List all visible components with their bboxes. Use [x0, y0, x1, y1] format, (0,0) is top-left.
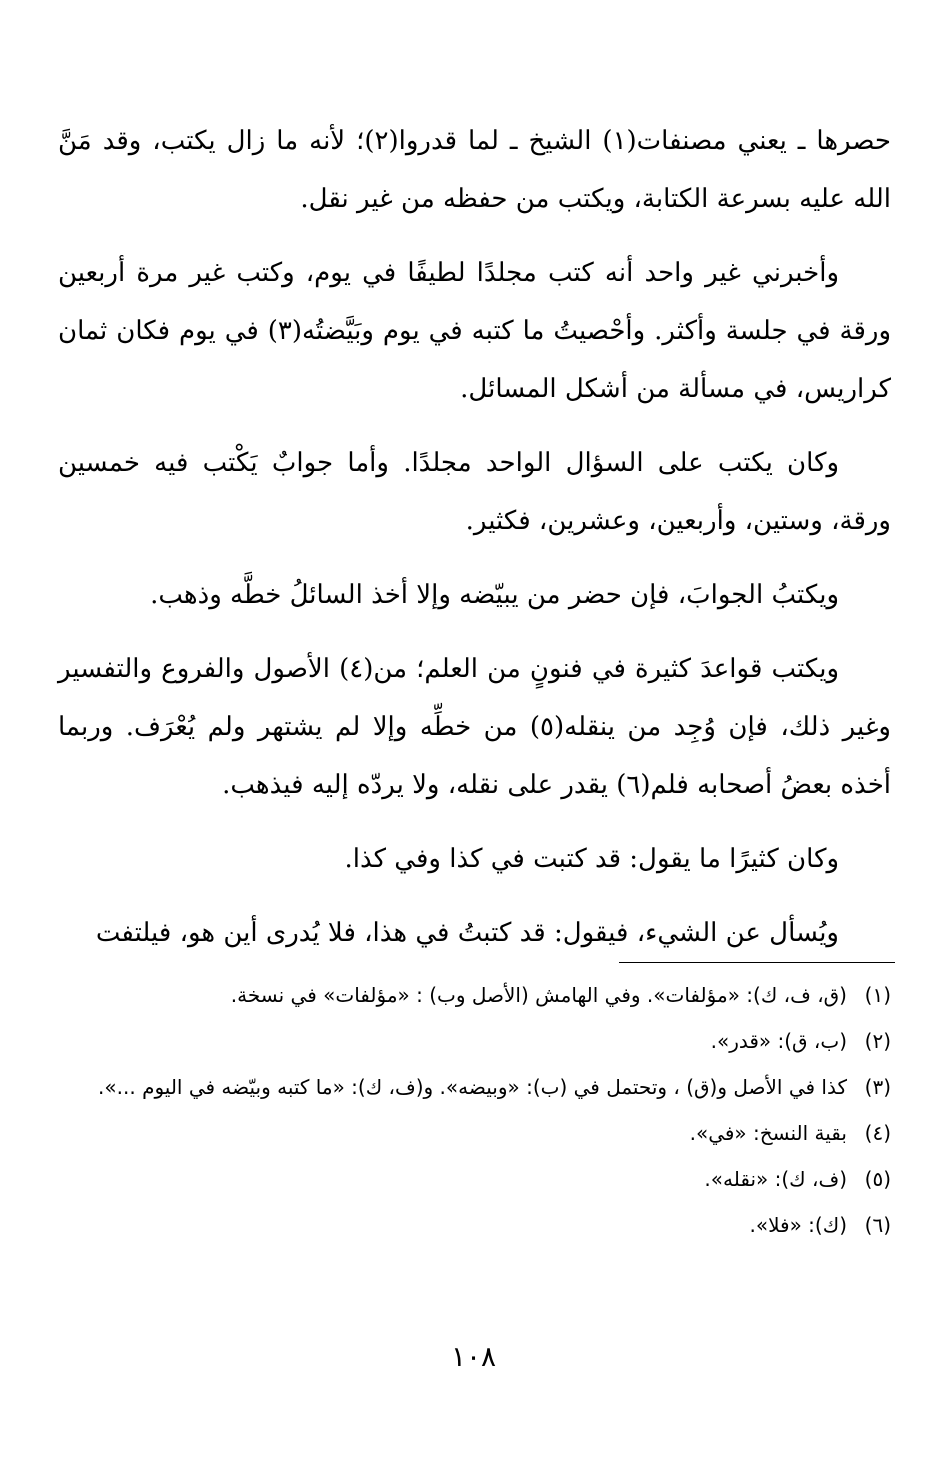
footnote-text: (ف، ك): «نقله». — [704, 1167, 847, 1191]
footnotes — [80, 972, 891, 1248]
footnote-separator — [619, 962, 895, 963]
footnote — [80, 1018, 891, 1064]
footnote-text: كذا في الأصل و(ق) ، وتحتمل في (ب): «وبيضه». و(ف، ك): «ما كتبه وبيّضه في اليوم ...». — [98, 1075, 847, 1099]
footnote-number: (٢) — [864, 1029, 891, 1053]
footnote — [80, 1156, 891, 1202]
main-text — [58, 112, 891, 978]
footnote-text: (ب، ق): «قدر». — [710, 1029, 847, 1053]
paragraph: حصرها ـ يعني مصنفات(١) الشيخ ـ لما قدروا(٢)؛ لأنه ما زال يكتب، وقد مَنَّ الله عليه بسرعة الكتابة، ويكتب من حفظه من غير نقل. — [58, 126, 891, 214]
footnote-number: (١) — [864, 983, 891, 1007]
footnote — [80, 1202, 891, 1248]
paragraph: ويكتبُ الجوابَ، فإن حضر من يبيّضه وإلا أخذ السائلُ خطَّه وذهب. — [150, 580, 839, 610]
footnote-text: بقية النسخ: «في». — [689, 1121, 847, 1145]
footnote-number: (٥) — [864, 1167, 891, 1191]
footnote-text: (ك): «فلا». — [749, 1213, 847, 1237]
page-number: ١٠٨ — [450, 1340, 497, 1373]
footnote — [80, 972, 891, 1018]
footnote-number: (٣) — [864, 1075, 891, 1099]
paragraph: ويُسأل عن الشيء، فيقول: قد كتبتُ في هذا، فلا يُدرى أين هو، فيلتفت — [95, 918, 839, 948]
footnote-number: (٤) — [864, 1121, 891, 1145]
footnote — [80, 1110, 891, 1156]
footnote-number: (٦) — [864, 1213, 891, 1237]
paragraph: ويكتب قواعدَ كثيرة في فنونٍ من العلم؛ من(٤) الأصول والفروع والتفسير وغير ذلك، فإن وُجِد من ينقله(٥) من خطِّه وإلا لم يشتهر ولم يُعْرَف. وربما أخذه بعضُ أصحابه فلم(٦) يقدر على نقله، ولا يردّه إليه فيذهب. — [58, 654, 891, 800]
paragraph: وأخبرني غير واحد أنه كتب مجلدًا لطيفًا في يوم، وكتب غير مرة أربعين ورقة في جلسة وأكثر. وأحْصيتُ ما كتبه في يوم وبَيَّضتُه(٣) في يوم فكان ثمان كراريس، في مسألة من أشكل المسائل. — [58, 258, 892, 404]
footnote-text: (ق، ف، ك): «مؤلفات». وفي الهامش (الأصل وب) : «مؤلفات» في نسخة. — [230, 983, 847, 1007]
paragraph: وكان يكتب على السؤال الواحد مجلدًا. وأما جوابٌ يَكْتب فيه خمسين ورقة، وستين، وأربعين، وعشرين، فكثير. — [58, 448, 891, 536]
footnote — [80, 1064, 891, 1110]
paragraph: وكان كثيرًا ما يقول: قد كتبت في كذا وفي كذا. — [344, 844, 839, 874]
